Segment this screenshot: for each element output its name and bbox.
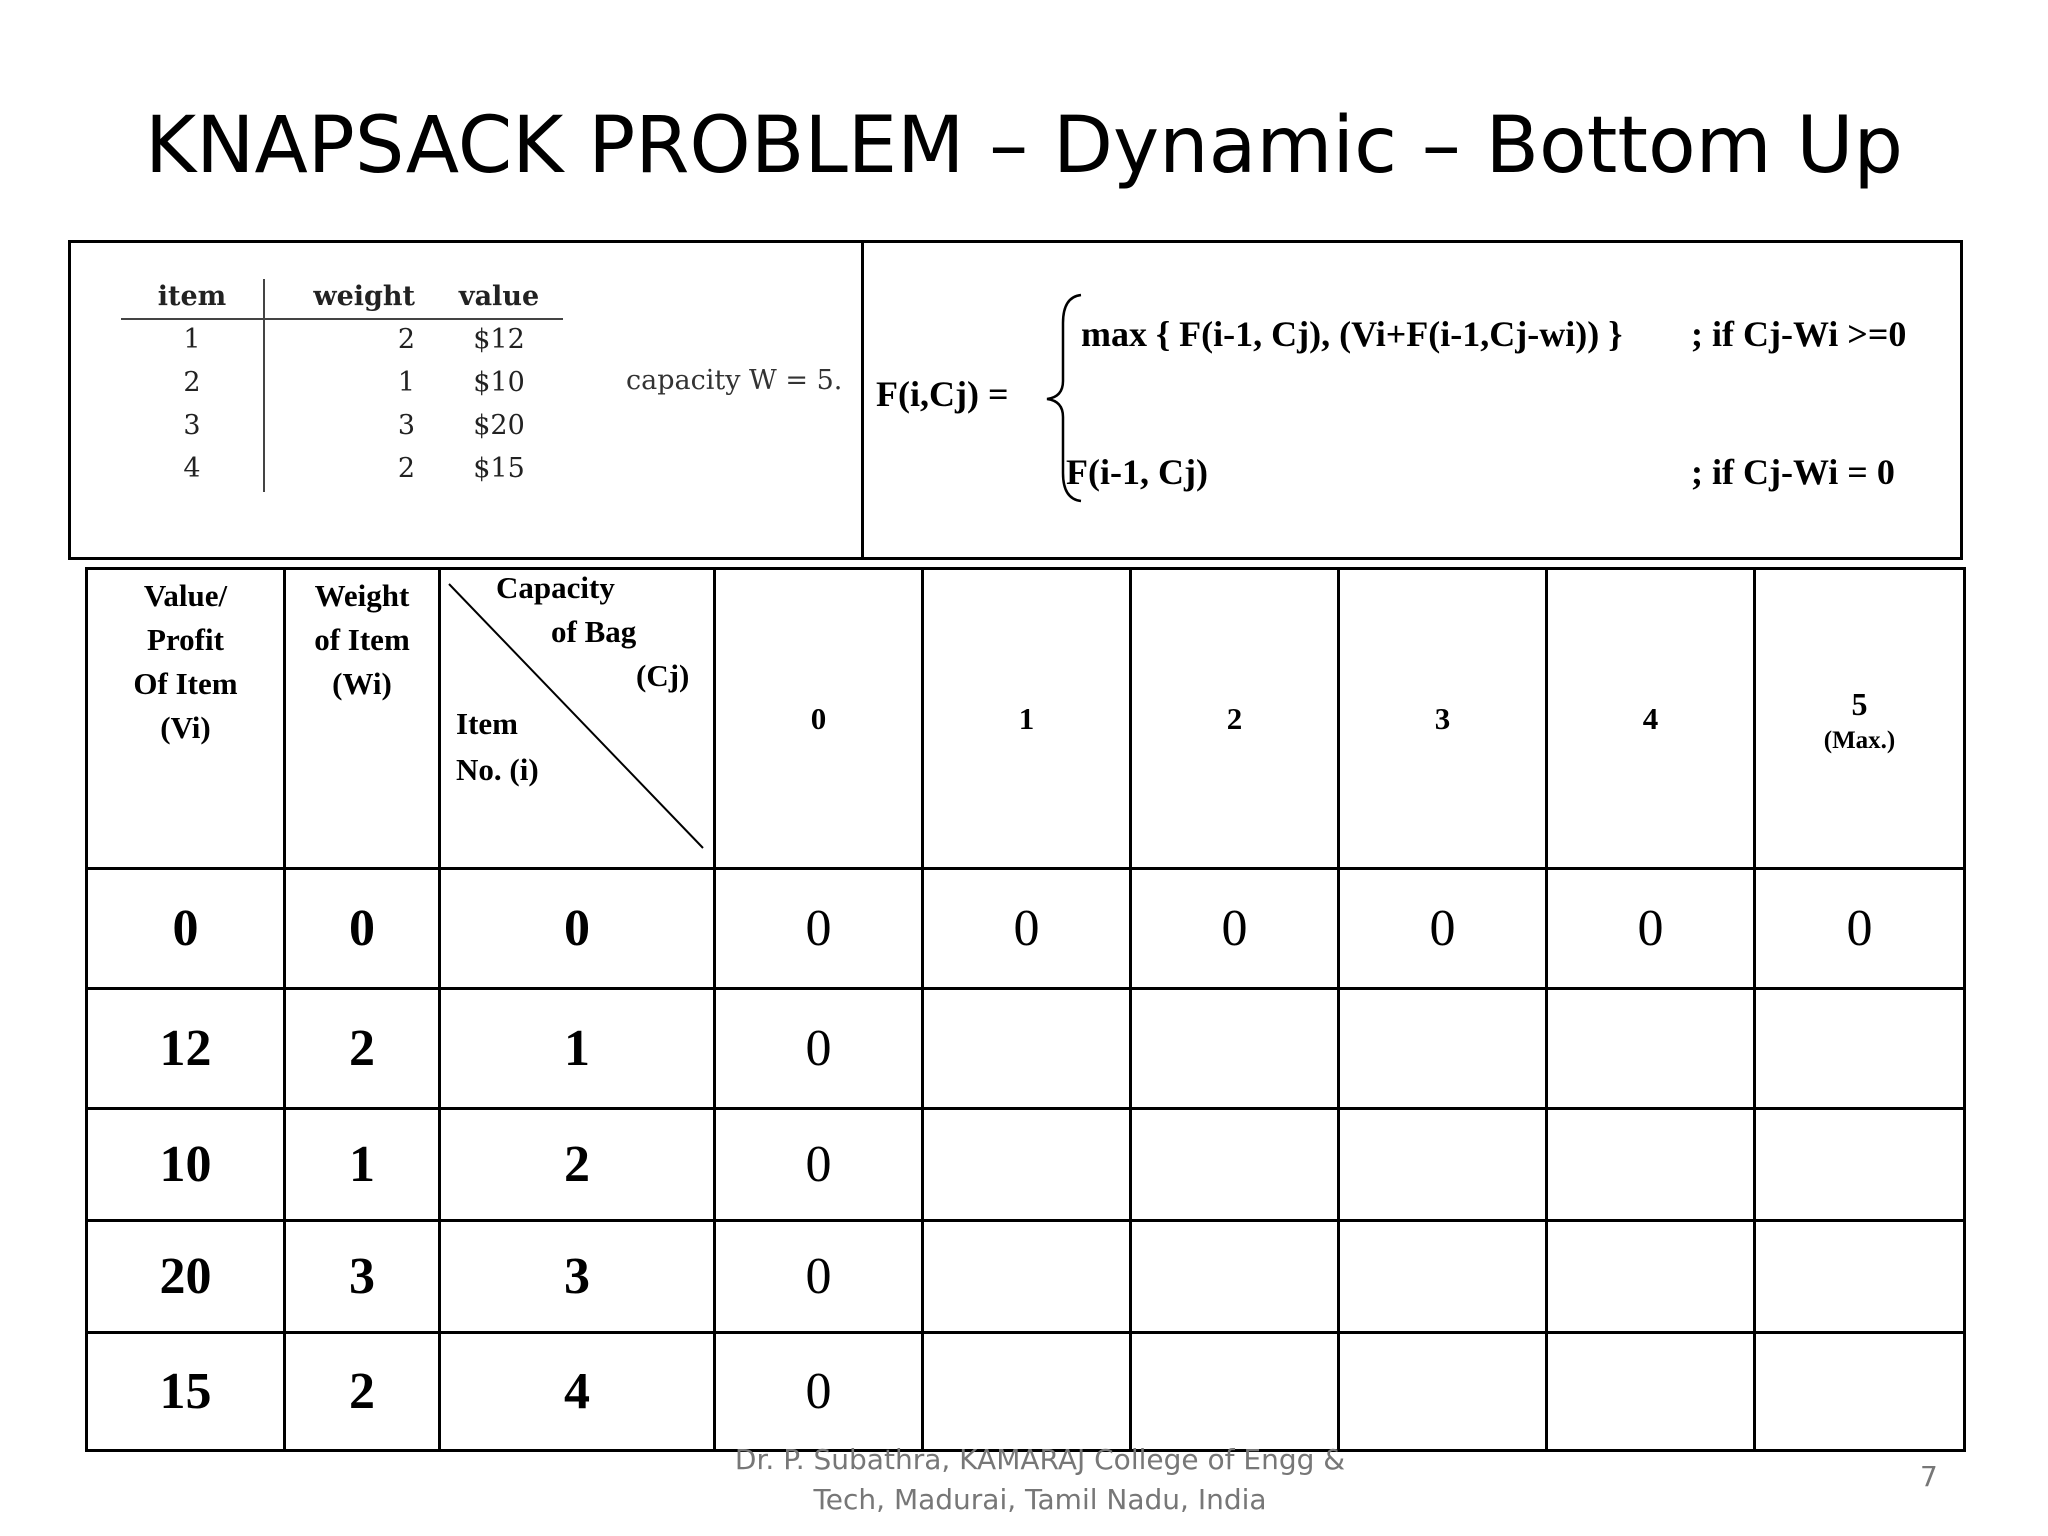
item-table xyxy=(121,279,563,492)
weight-header-line: (Wi) xyxy=(332,666,392,701)
table-row xyxy=(87,989,1965,1109)
dp-table xyxy=(85,567,1966,1452)
weight-header: weight xyxy=(264,279,435,319)
row-weight: 0 xyxy=(285,869,440,989)
value-header-line: (Vi) xyxy=(160,710,211,745)
dp-table-container xyxy=(85,567,1963,1449)
slide-title: KNAPSACK PROBLEM – Dynamic – Bottom Up xyxy=(144,101,1904,191)
row-item: 2 xyxy=(440,1109,715,1221)
item-weight: 2 xyxy=(397,453,415,484)
item-weight: 1 xyxy=(397,367,415,398)
item-number: 4 xyxy=(121,449,264,492)
dp-cell: 0 xyxy=(715,869,923,989)
capacity-label: capacity W = 5. xyxy=(626,365,843,396)
weight-header-line: of Item xyxy=(314,622,410,657)
item-table-header xyxy=(121,279,563,319)
dp-cell: 0 xyxy=(1755,869,1965,989)
capacity-header-1: 1 xyxy=(923,569,1131,869)
diagonal-header xyxy=(440,569,715,869)
dp-cell xyxy=(1339,1221,1547,1333)
weight-header-line: Weight xyxy=(314,578,410,613)
dp-cell xyxy=(1547,989,1755,1109)
dp-cell xyxy=(1755,989,1965,1109)
dp-cell xyxy=(1547,1333,1755,1451)
row-item: 4 xyxy=(440,1333,715,1451)
table-row xyxy=(87,869,1965,989)
capacity-header-3: 3 xyxy=(1339,569,1547,869)
row-value: 12 xyxy=(87,989,285,1109)
recurrence-case2-condition: ; if Cj-Wi = 0 xyxy=(1691,452,1895,492)
item-value: $15 xyxy=(473,453,525,484)
table-row xyxy=(121,363,563,406)
row-weight: 2 xyxy=(285,989,440,1109)
row-value: 0 xyxy=(87,869,285,989)
diag-item-label: Item xyxy=(456,706,518,741)
footer-author-line1: Dr. P. Subathra, KAMARAJ College of Engg & xyxy=(734,1443,1346,1476)
footer-author-line2: Tech, Madurai, Tamil Nadu, India xyxy=(813,1483,1267,1516)
page-number: 7 xyxy=(1920,1460,1938,1493)
dp-cell xyxy=(1131,1221,1339,1333)
problem-box xyxy=(68,240,1963,560)
dp-cell: 0 xyxy=(1339,869,1547,989)
table-row xyxy=(121,319,563,363)
dp-cell xyxy=(923,989,1131,1109)
item-weight: 3 xyxy=(397,410,415,441)
table-row xyxy=(87,1221,1965,1333)
dp-cell: 0 xyxy=(715,1333,923,1451)
row-item: 3 xyxy=(440,1221,715,1333)
capacity-header-5 xyxy=(1755,569,1965,869)
row-weight: 3 xyxy=(285,1221,440,1333)
dp-cell xyxy=(1339,1109,1547,1221)
item-weight: 2 xyxy=(397,324,415,355)
dp-header-row xyxy=(87,569,1965,869)
box-divider xyxy=(861,243,864,557)
recurrence-case2: F(i-1, Cj) xyxy=(1066,452,1208,492)
dp-cell: 0 xyxy=(715,1109,923,1221)
row-value: 10 xyxy=(87,1109,285,1221)
dp-cell xyxy=(1131,989,1339,1109)
max-label: (Max.) xyxy=(1823,726,1896,754)
table-row xyxy=(121,449,563,492)
item-header: item xyxy=(121,279,264,319)
value-column-header xyxy=(87,569,285,869)
value-header-line: Value/ xyxy=(143,578,228,613)
dp-cell xyxy=(1755,1109,1965,1221)
dp-cell: 0 xyxy=(1131,869,1339,989)
dp-cell: 0 xyxy=(1547,869,1755,989)
slide-footer xyxy=(700,1440,1380,1520)
dp-cell xyxy=(1339,989,1547,1109)
dp-cell xyxy=(1131,1333,1339,1451)
capacity-header-0: 0 xyxy=(715,569,923,869)
row-item: 1 xyxy=(440,989,715,1109)
dp-cell xyxy=(1755,1333,1965,1451)
recurrence-lhs: F(i,Cj) = xyxy=(876,374,1009,414)
diag-capacity-label: Capacity xyxy=(496,570,615,605)
item-value: $20 xyxy=(473,410,525,441)
dp-cell xyxy=(1131,1109,1339,1221)
capacity-header-4: 4 xyxy=(1547,569,1755,869)
row-weight: 2 xyxy=(285,1333,440,1451)
diag-cj-label: (Cj) xyxy=(636,658,690,693)
dp-cell xyxy=(1547,1221,1755,1333)
item-value: $10 xyxy=(473,367,525,398)
item-value: $12 xyxy=(473,324,525,355)
dp-cell xyxy=(923,1109,1131,1221)
table-row xyxy=(87,1109,1965,1221)
recurrence-case1-condition: ; if Cj-Wi >=0 xyxy=(1691,314,1907,354)
row-value: 20 xyxy=(87,1221,285,1333)
weight-column-header xyxy=(285,569,440,869)
recurrence-case1: max { F(i-1, Cj), (Vi+F(i-1,Cj-wi)) } xyxy=(1081,314,1623,354)
item-number: 2 xyxy=(121,363,264,406)
capacity-5-label: 5 xyxy=(1851,685,1868,722)
row-value: 15 xyxy=(87,1333,285,1451)
table-row xyxy=(87,1333,1965,1451)
dp-cell xyxy=(923,1333,1131,1451)
dp-cell xyxy=(1547,1109,1755,1221)
dp-cell xyxy=(1755,1221,1965,1333)
dp-cell: 0 xyxy=(715,1221,923,1333)
item-number: 3 xyxy=(121,406,264,449)
dp-cell: 0 xyxy=(923,869,1131,989)
row-weight: 1 xyxy=(285,1109,440,1221)
dp-cell xyxy=(923,1221,1131,1333)
value-header-line: Profit xyxy=(147,622,224,657)
table-row xyxy=(121,406,563,449)
diag-item-no-label: No. (i) xyxy=(456,752,539,787)
dp-cell: 0 xyxy=(715,989,923,1109)
value-header-line: Of Item xyxy=(133,666,238,701)
value-header: value xyxy=(435,279,563,319)
capacity-header-2: 2 xyxy=(1131,569,1339,869)
item-number: 1 xyxy=(121,319,264,363)
diag-of-bag-label: of Bag xyxy=(551,614,637,649)
dp-cell xyxy=(1339,1333,1547,1451)
row-item: 0 xyxy=(440,869,715,989)
